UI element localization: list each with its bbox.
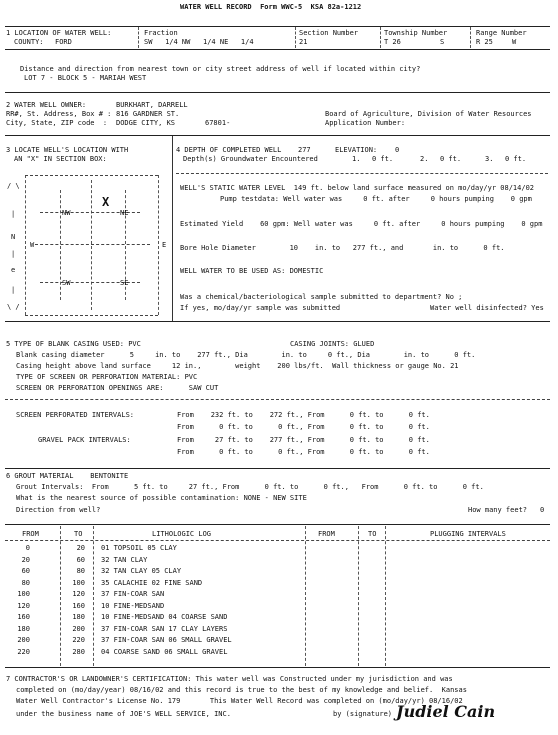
compass-west: W	[30, 241, 35, 249]
distance-label: Distance and direction from nearest town or city street address of well if located within city?	[20, 65, 421, 73]
log-description-cell: 01 TOPSOIL 05 CLAY	[101, 544, 177, 552]
address-label: RR#, St. Address, Box # :	[6, 110, 112, 118]
rule	[5, 524, 550, 525]
log-description-cell: 10 FINE-MEDSAND 04 COARSE SAND	[101, 613, 228, 621]
fraction-label: Fraction	[144, 29, 178, 37]
casing-joints: CASING JOINTS: GLUED	[290, 340, 375, 348]
estimated-yield: Estimated Yield 60 gpm: Well water was 0 ft. after 0 hours pumping 0 gpm	[180, 220, 543, 228]
application-number-label: Application Number:	[325, 119, 406, 127]
column-divider	[385, 526, 386, 666]
log-header-plug-to: TO	[368, 530, 377, 538]
owner-label: 2 WATER WELL OWNER:	[6, 101, 87, 109]
range-direction: W	[512, 38, 517, 46]
location-label: 1 LOCATION OF WATER WELL:	[6, 29, 112, 37]
log-to-cell: 160	[72, 601, 85, 610]
groundwater-label: Depth(s) Groundwater Encountered	[183, 155, 318, 163]
log-header-plugging: PLUGGING INTERVALS	[430, 530, 506, 538]
log-from-cell: 60	[21, 567, 30, 575]
arrow-bar: |	[11, 250, 16, 258]
log-to-cell: 20	[76, 544, 85, 552]
log-from-cell: 160	[17, 613, 30, 621]
arrow-bar: |	[11, 286, 16, 294]
section-label: Section Number	[299, 29, 359, 37]
arrow-bottom: \ /	[7, 303, 20, 311]
column-divider	[305, 526, 306, 666]
log-from-cell: 180	[17, 624, 30, 633]
certification-line-3: Water Well Contractor's License No. 179 This Water Well Record was completed on (mo/day/yr) 08/16/02	[16, 697, 463, 705]
log-to-cell: 80	[76, 567, 85, 575]
log-from-cell: 0	[25, 544, 30, 552]
log-from-cell: 20	[21, 555, 30, 564]
range-value: R 25	[476, 38, 493, 46]
county-label: COUNTY:	[14, 38, 44, 46]
township-value: T 26	[384, 38, 401, 46]
elevation-value: 0	[395, 146, 400, 154]
perforated-row-1: From 232 ft. to 272 ft., From 0 ft. to 0 ft.	[177, 411, 430, 419]
divider	[380, 27, 381, 48]
log-description-cell: 37 FIN-COAR SAN 06 SMALL GRAVEL	[101, 636, 232, 644]
log-to-cell: 120	[72, 590, 85, 598]
divider	[295, 27, 296, 48]
log-description-cell: 10 FINE-MEDSAND	[101, 601, 165, 610]
sample-date: If yes, mo/day/yr sample was submitted	[180, 304, 341, 312]
gw-2-label: 2.	[420, 155, 429, 163]
quadrant-ne: NE	[120, 209, 129, 217]
owner-value: BURKHART, DARRELL	[116, 101, 188, 109]
depth-label: 4 DEPTH OF COMPLETED WELL	[176, 146, 282, 154]
quadrant-sw: SW	[62, 279, 71, 287]
section-box-mid-v	[91, 180, 92, 310]
rule	[5, 321, 550, 322]
county-value: FORD	[55, 38, 72, 46]
township-label: Township Number	[384, 29, 448, 37]
section-box-right	[158, 175, 159, 315]
gw-3-value: 0 ft.	[505, 155, 527, 163]
certification-line-1: 7 CONTRACTOR'S OR LANDOWNER'S CERTIFICATION: This water well was Constructed under my jurisdiction and was	[6, 675, 453, 683]
rule	[5, 49, 550, 50]
range-label: Range Number	[476, 29, 527, 37]
board-label: Board of Agriculture, Division of Water Resources	[325, 110, 532, 118]
quarter-line	[60, 190, 61, 300]
log-description-cell: 37 FIN-COAR SAN	[101, 590, 165, 598]
log-description-cell: 37 FIN-COAR SAN 17 CLAY LAYERS	[101, 624, 228, 633]
locate-label-1: 3 LOCATE WELL'S LOCATION WITH	[6, 146, 129, 154]
address-value: 816 GARDNER ST.	[116, 110, 180, 118]
water-use: WELL WATER TO BE USED AS: DOMESTIC	[180, 267, 324, 275]
screen-openings: SCREEN OR PERFORATION OPENINGS ARE: SAW CUT	[16, 384, 219, 392]
certification-line-4: under the business name of JOE'S WELL SERVICE, INC.	[16, 710, 231, 718]
compass-north: N	[11, 233, 16, 241]
direction-from-well: Direction from well?	[16, 506, 101, 514]
casing-diameter: Blank casing diameter 5 in. to 277 ft., Dia in. to 0 ft., Dia in. to 0 ft.	[16, 351, 476, 359]
divider	[138, 27, 139, 48]
log-header-to: TO	[74, 530, 83, 538]
log-description-cell: 32 TAN CLAY	[101, 555, 148, 564]
quadrant-se: SE	[120, 279, 129, 287]
pump-test: Pump testdata: Well water was 0 ft. after 0 hours pumping 0 gpm	[220, 195, 532, 203]
log-to-cell: 280	[72, 647, 85, 656]
depth-value: 277	[298, 146, 311, 154]
log-from-cell: 220	[17, 647, 30, 656]
log-from-cell: 200	[17, 636, 30, 644]
rule	[5, 667, 550, 668]
casing-type: 5 TYPE OF BLANK CASING USED: PVC	[6, 340, 141, 348]
log-to-cell: 220	[72, 636, 85, 644]
bore-hole-diameter: Bore Hole Diameter 10 in. to 277 ft., and in. to 0 ft.	[180, 244, 505, 252]
elevation-label: ELEVATION:	[335, 146, 378, 154]
gw-3-label: 3.	[485, 155, 494, 163]
certification-line-2: completed on (mo/day/year) 08/16/02 and this record is true to the best of my knowledge and belief. Kansas	[16, 686, 467, 694]
log-to-cell: 180	[72, 613, 85, 621]
divider	[470, 27, 471, 48]
rule	[5, 135, 550, 136]
locate-label-2: AN "X" IN SECTION BOX:	[14, 155, 107, 163]
rule	[5, 399, 550, 400]
gw-1-value: 0 ft.	[372, 155, 394, 163]
section-box-bottom	[25, 315, 158, 316]
log-from-cell: 100	[17, 590, 30, 598]
grout-material: 6 GROUT MATERIAL BENTONITE	[6, 472, 129, 480]
well-location-x-mark: X	[102, 195, 110, 209]
column-divider	[358, 526, 359, 666]
column-divider	[60, 526, 61, 666]
gw-1-label: 1.	[352, 155, 361, 163]
disinfected: Water well disinfected? Yes	[430, 304, 544, 312]
perforated-row-2: From 0 ft. to 0 ft., From 0 ft. to 0 ft.	[177, 423, 430, 431]
fraction-value: SW 1/4 NW 1/4 NE 1/4	[144, 38, 254, 46]
zip-value: 67801-	[205, 119, 231, 127]
contamination-source: What is the nearest source of possible contamination: NONE - NEW SITE	[16, 494, 307, 502]
log-header-from: FROM	[22, 530, 39, 538]
township-direction: S	[440, 38, 445, 46]
form-title: WATER WELL RECORD Form WWC-5 KSA 82a-1212	[180, 3, 362, 11]
log-header-lithologic: LITHOLOGIC LOG	[152, 530, 212, 538]
arrow-bar: |	[11, 210, 16, 218]
distance-value: LOT 7 - BLOCK 5 - MARIAH WEST	[24, 74, 147, 82]
log-description-cell: 04 COARSE SAND 06 SMALL GRAVEL	[101, 647, 228, 656]
how-many-feet-label: How many feet?	[468, 506, 528, 514]
section-box-left	[25, 175, 26, 315]
casing-height: Casing height above land surface 12 in., weight 200 lbs/ft. Wall thickness or gauge No. 21	[16, 362, 459, 370]
section-box-mid-h	[35, 244, 150, 245]
rule	[5, 92, 550, 93]
section-1-top-rule	[5, 26, 550, 27]
log-header-plug-from: FROM	[318, 530, 335, 538]
rule	[176, 173, 548, 174]
screen-type: TYPE OF SCREEN OR PERFORATION MATERIAL: PVC	[16, 373, 198, 381]
static-water-level: WELL'S STATIC WATER LEVEL 149 ft. below land surface measured on mo/day/yr 08/14/02	[180, 184, 535, 192]
rule	[5, 468, 550, 469]
arrow-bar: e	[11, 266, 16, 274]
gravel-row-2: From 0 ft. to 0 ft., From 0 ft. to 0 ft.	[177, 448, 430, 456]
city-value: DODGE CITY, KS	[116, 119, 176, 127]
signature: Judiel Cain	[396, 702, 496, 721]
section-divider	[172, 136, 173, 321]
log-to-cell: 100	[72, 578, 85, 587]
grout-intervals: Grout Intervals: From 5 ft. to 27 ft., From 0 ft. to 0 ft., From 0 ft. to 0 ft.	[16, 483, 484, 491]
section-value: 21	[299, 38, 308, 46]
how-many-feet-value: 0	[540, 506, 545, 514]
rule	[5, 540, 550, 541]
gravel-pack-label: GRAVEL PACK INTERVALS:	[38, 436, 131, 444]
gw-2-value: 0 ft.	[440, 155, 462, 163]
city-label: City, State, ZIP code :	[6, 119, 108, 127]
log-description-cell: 32 TAN CLAY 05 CLAY	[101, 567, 182, 575]
gravel-row-1: From 27 ft. to 277 ft., From 0 ft. to 0 ft.	[177, 436, 430, 444]
compass-east: E	[162, 241, 167, 249]
log-to-cell: 60	[76, 555, 85, 564]
quadrant-nw: NW	[62, 209, 71, 217]
log-from-cell: 120	[17, 601, 30, 610]
signature-label: by (signature)	[333, 710, 393, 718]
log-to-cell: 200	[72, 624, 85, 633]
log-description-cell: 35 CALACHIE 02 FINE SAND	[101, 578, 203, 587]
arrow-top: / \	[7, 182, 20, 190]
section-box-top	[25, 175, 158, 176]
log-from-cell: 80	[21, 578, 30, 587]
chemical-sample: Was a chemical/bacteriological sample submitted to department? No ;	[180, 293, 463, 301]
column-divider	[93, 526, 94, 666]
perforated-label: SCREEN PERFORATED INTERVALS:	[16, 411, 135, 419]
